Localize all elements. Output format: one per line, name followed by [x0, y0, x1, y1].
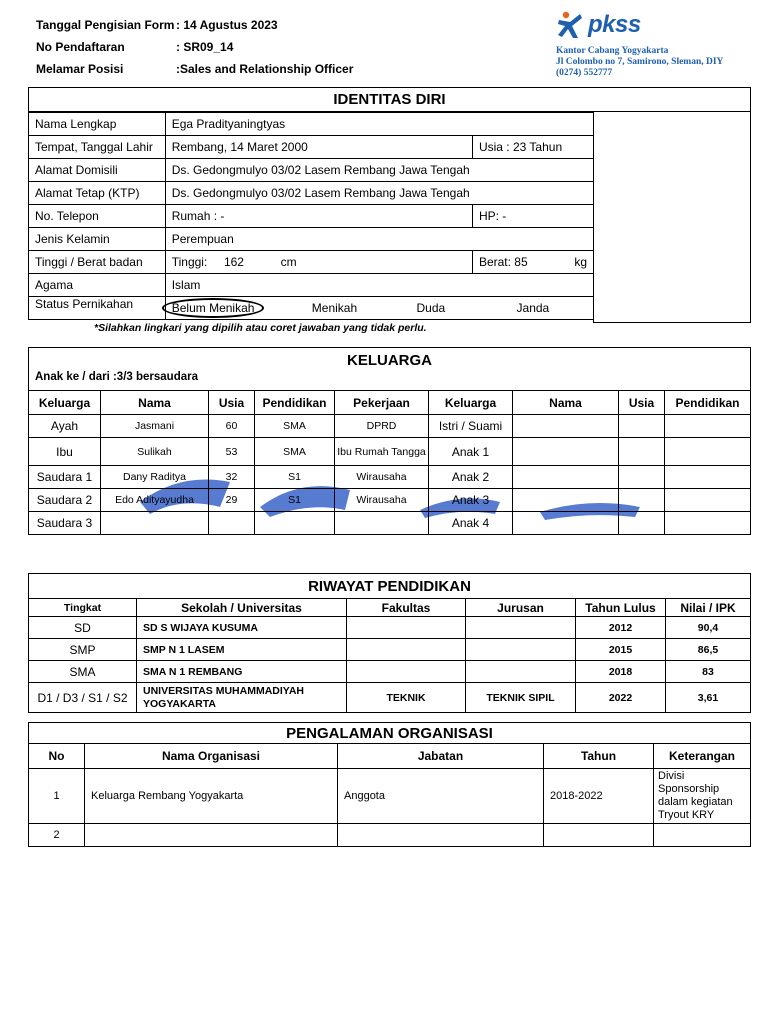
table-cell: Anak 4 — [429, 512, 513, 535]
column-header: Fakultas — [347, 599, 466, 617]
table-cell — [665, 438, 751, 466]
table-header-row — [29, 391, 751, 415]
table-row — [29, 415, 751, 438]
table-row — [29, 274, 594, 297]
column-header: Jabatan — [338, 744, 544, 769]
table-row — [29, 489, 751, 512]
table-cell: 32 — [209, 466, 255, 489]
column-header: Jurusan — [466, 599, 576, 617]
column-header: Sekolah / Universitas — [137, 599, 347, 617]
keluarga-table — [28, 390, 751, 535]
table-cell: Saudara 1 — [29, 466, 101, 489]
table-cell: SMP N 1 LASEM — [137, 639, 347, 661]
table-row — [29, 438, 751, 466]
table-cell: 53 — [209, 438, 255, 466]
table-cell — [513, 415, 619, 438]
column-header: Nilai / IPK — [666, 599, 751, 617]
table-cell: Anak 1 — [429, 438, 513, 466]
form-date-value: : 14 Agustus 2023 — [176, 18, 278, 32]
table-cell — [466, 639, 576, 661]
ktp-value: Ds. Gedongmulyo 03/02 Lasem Rembang Jawa Tengah — [165, 182, 593, 205]
registration-number-label: No Pendaftaran — [36, 40, 125, 54]
status-option-janda[interactable]: Janda — [516, 301, 550, 315]
table-cell: Anak 2 — [429, 466, 513, 489]
status-option-duda[interactable]: Duda — [416, 301, 446, 315]
table-cell: Jasmani — [101, 415, 209, 438]
table-cell: Anak 3 — [429, 489, 513, 512]
table-cell: 29 — [209, 489, 255, 512]
table-cell: 60 — [209, 415, 255, 438]
table-cell — [513, 489, 619, 512]
branch-street: Jl Colombo no 7, Samirono, Sleman, DIY — [556, 57, 724, 67]
table-row — [29, 182, 594, 205]
kelamin-value: Perempuan — [165, 228, 593, 251]
table-row — [29, 297, 594, 320]
table-cell: SMP — [29, 639, 137, 661]
table-cell — [654, 824, 751, 847]
ttl-value: Rembang, 14 Maret 2000 — [165, 136, 472, 159]
table-cell: DPRD — [335, 415, 429, 438]
table-cell: Keluarga Rembang Yogyakarta — [85, 769, 338, 824]
table-row — [29, 824, 751, 847]
branch-name: Kantor Cabang Yogyakarta — [556, 46, 669, 56]
table-cell: SMA N 1 REMBANG — [137, 661, 347, 683]
domisili-value: Ds. Gedongmulyo 03/02 Lasem Rembang Jawa Tengah — [165, 159, 593, 182]
table-cell: SMA — [255, 415, 335, 438]
telepon-label: No. Telepon — [29, 205, 166, 228]
status-option-menikah[interactable]: Menikah — [311, 301, 358, 315]
domisili-label: Alamat Domisili — [29, 159, 166, 182]
table-cell: Saudara 3 — [29, 512, 101, 535]
table-cell — [665, 415, 751, 438]
table-cell: SMA — [255, 438, 335, 466]
status-option-belum-menikah[interactable]: Belum Menikah — [162, 298, 265, 318]
table-cell — [85, 824, 338, 847]
table-cell: 1 — [29, 769, 85, 824]
column-header: Keterangan — [654, 744, 751, 769]
table-row — [29, 466, 751, 489]
table-cell — [466, 617, 576, 639]
logo-brand — [556, 10, 756, 40]
table-cell: 2015 — [576, 639, 666, 661]
table-cell: 3,61 — [666, 683, 751, 713]
table-cell: 2018-2022 — [544, 769, 654, 824]
keluarga-section-title: KELUARGA — [347, 352, 432, 369]
table-cell: Wirausaha — [335, 466, 429, 489]
table-row — [29, 228, 594, 251]
registration-number-value: : SR09_14 — [176, 40, 234, 54]
branch-address — [556, 46, 756, 79]
table-row — [29, 617, 751, 639]
table-cell: 2022 — [576, 683, 666, 713]
table-cell — [347, 661, 466, 683]
registration-number-row — [36, 36, 353, 58]
table-cell — [619, 466, 665, 489]
table-row — [29, 205, 594, 228]
branch-phone: (0274) 552777 — [556, 68, 613, 78]
table-row — [29, 159, 594, 182]
table-cell: S1 — [255, 466, 335, 489]
table-cell — [101, 512, 209, 535]
logo-brand-text: pkss — [588, 11, 641, 38]
column-header: Pendidikan — [665, 391, 751, 415]
table-header-row — [29, 744, 751, 769]
table-row — [29, 136, 594, 159]
identitas-table — [28, 112, 594, 320]
sibling-order: Anak ke / dari :3/3 bersaudara — [35, 371, 198, 383]
column-header: Nama — [101, 391, 209, 415]
table-cell: UNIVERSITAS MUHAMMADIYAH YOGYAKARTA — [137, 683, 347, 713]
table-cell — [347, 617, 466, 639]
table-cell: 86,5 — [666, 639, 751, 661]
table-cell: SD — [29, 617, 137, 639]
table-cell — [347, 639, 466, 661]
column-header: Tahun — [544, 744, 654, 769]
pkss-logo-icon — [556, 10, 586, 40]
form-header-info — [36, 14, 353, 80]
table-cell: Wirausaha — [335, 489, 429, 512]
position-label: Melamar Posisi — [36, 62, 124, 76]
form-date-label: Tanggal Pengisian Form — [36, 18, 175, 32]
table-cell — [665, 512, 751, 535]
column-header: Usia — [209, 391, 255, 415]
tinggi-value: Tinggi: 162 cm — [165, 251, 472, 274]
table-cell: Saudara 2 — [29, 489, 101, 512]
table-cell: Ibu — [29, 438, 101, 466]
ktp-label: Alamat Tetap (KTP) — [29, 182, 166, 205]
table-cell — [619, 415, 665, 438]
table-cell — [544, 824, 654, 847]
column-header: Tingkat — [29, 599, 137, 617]
table-cell — [209, 512, 255, 535]
table-cell — [466, 661, 576, 683]
table-cell: Ayah — [29, 415, 101, 438]
usia-value: Usia : 23 Tahun — [472, 136, 593, 159]
company-logo — [556, 10, 756, 79]
column-header: Pekerjaan — [335, 391, 429, 415]
table-cell — [513, 466, 619, 489]
table-cell: S1 — [255, 489, 335, 512]
table-cell — [335, 512, 429, 535]
column-header: Pendidikan — [255, 391, 335, 415]
column-header: No — [29, 744, 85, 769]
pendidikan-table — [28, 598, 751, 713]
column-header: Nama — [513, 391, 619, 415]
table-cell: SD S WIJAYA KUSUMA — [137, 617, 347, 639]
table-cell — [619, 489, 665, 512]
table-cell: Istri / Suami — [429, 415, 513, 438]
status-options — [165, 297, 593, 320]
table-cell: 2012 — [576, 617, 666, 639]
form-date-row — [36, 14, 353, 36]
rumah-value: Rumah : - — [165, 205, 472, 228]
table-cell: TEKNIK SIPIL — [466, 683, 576, 713]
table-cell — [255, 512, 335, 535]
table-cell: SMA — [29, 661, 137, 683]
table-cell: Divisi Sponsorship dalam kegiatan Tryout KRY — [654, 769, 751, 824]
organisasi-table — [28, 743, 751, 847]
keluarga-section-header — [28, 347, 751, 391]
nama-label: Nama Lengkap — [29, 113, 166, 136]
table-cell — [619, 512, 665, 535]
table-row — [29, 251, 594, 274]
table-cell: 2018 — [576, 661, 666, 683]
table-cell: 90,4 — [666, 617, 751, 639]
table-cell — [619, 438, 665, 466]
table-header-row — [29, 599, 751, 617]
table-row — [29, 639, 751, 661]
table-cell: TEKNIK — [347, 683, 466, 713]
agama-label: Agama — [29, 274, 166, 297]
table-cell: 83 — [666, 661, 751, 683]
agama-value: Islam — [165, 274, 593, 297]
table-row — [29, 683, 751, 713]
identitas-section-title: IDENTITAS DIRI — [28, 87, 751, 112]
table-cell — [513, 512, 619, 535]
kelamin-label: Jenis Kelamin — [29, 228, 166, 251]
column-header: Nama Organisasi — [85, 744, 338, 769]
table-cell — [665, 489, 751, 512]
pendidikan-section-title: RIWAYAT PENDIDIKAN — [28, 573, 751, 599]
tinggi-berat-label: Tinggi / Berat badan — [29, 251, 166, 274]
nama-value: Ega Pradityaningtyas — [165, 113, 593, 136]
table-row — [29, 769, 751, 824]
position-row — [36, 58, 353, 80]
table-row — [29, 661, 751, 683]
table-cell: Ibu Rumah Tangga — [335, 438, 429, 466]
column-header: Keluarga — [29, 391, 101, 415]
instruction-note: *Silahkan lingkari yang dipilih atau coret jawaban yang tidak perlu. — [94, 322, 427, 334]
table-cell — [513, 438, 619, 466]
berat-value: Berat: 85 kg — [472, 251, 593, 274]
position-value: :Sales and Relationship Officer — [176, 62, 354, 76]
status-label: Status Pernikahan — [29, 297, 166, 320]
table-cell: Edo Adityayudha — [101, 489, 209, 512]
column-header: Tahun Lulus — [576, 599, 666, 617]
column-header: Usia — [619, 391, 665, 415]
table-cell — [338, 824, 544, 847]
table-cell: D1 / D3 / S1 / S2 — [29, 683, 137, 713]
table-row — [29, 512, 751, 535]
photo-placeholder — [593, 111, 751, 323]
ttl-label: Tempat, Tanggal Lahir — [29, 136, 166, 159]
table-cell: 2 — [29, 824, 85, 847]
hp-value: HP: - — [472, 205, 593, 228]
table-row — [29, 113, 594, 136]
table-cell: Sulikah — [101, 438, 209, 466]
organisasi-section-title: PENGALAMAN ORGANISASI — [28, 722, 751, 744]
table-cell: Dany Raditya — [101, 466, 209, 489]
table-cell — [665, 466, 751, 489]
table-cell: Anggota — [338, 769, 544, 824]
column-header: Keluarga — [429, 391, 513, 415]
